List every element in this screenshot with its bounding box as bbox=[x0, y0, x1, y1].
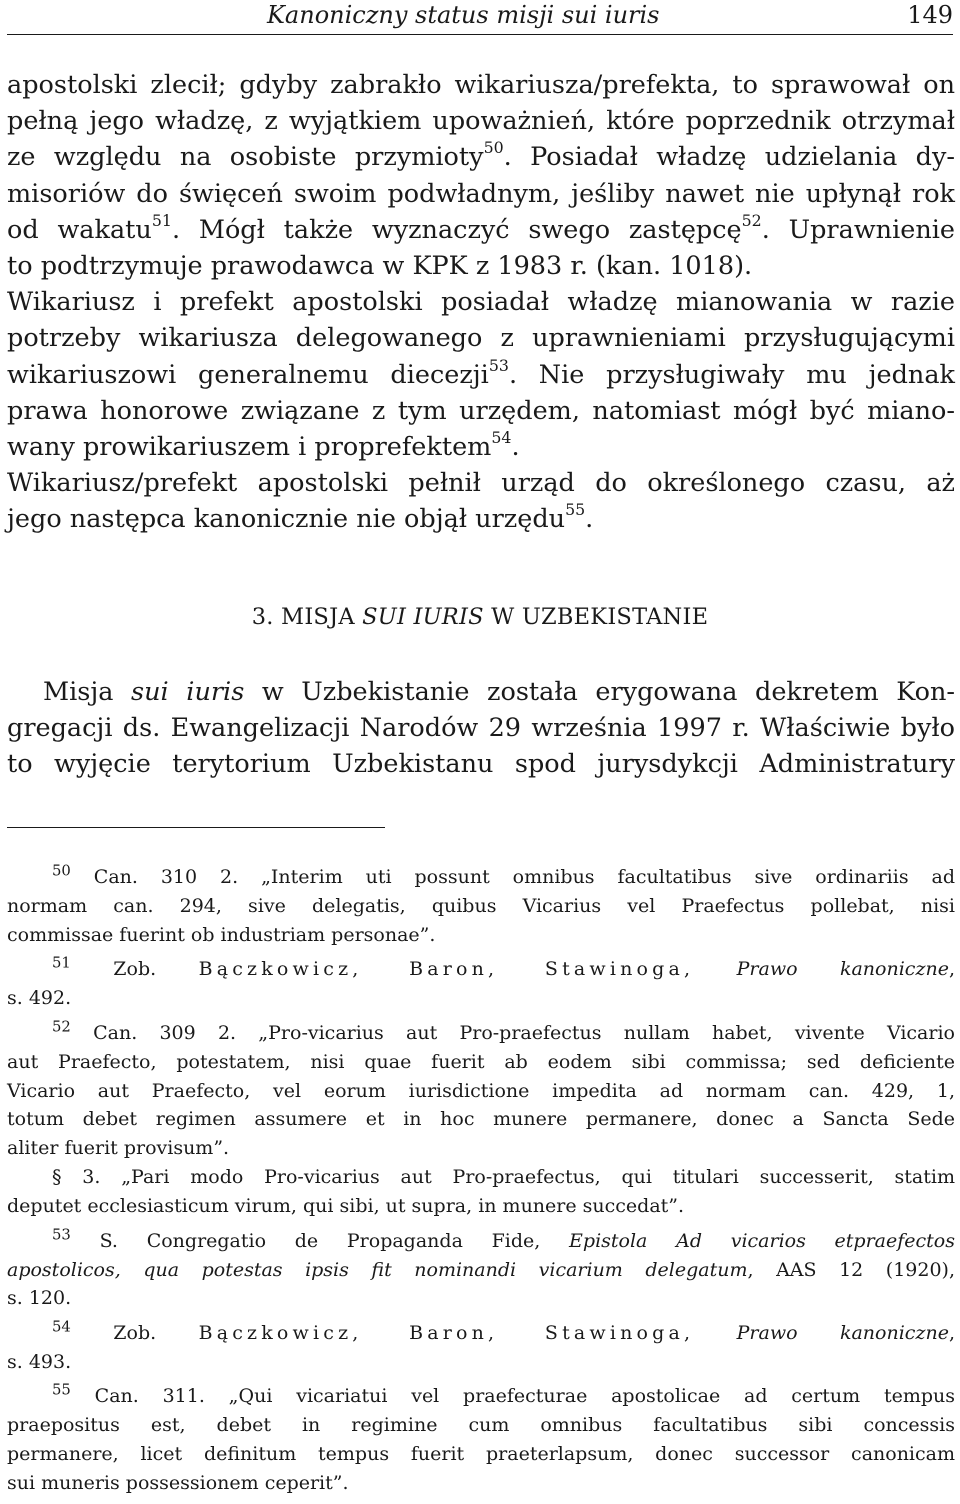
footnote-line: $^{54}$ Zob. Bączkowicz, Baron, Stawinoga, Prawo kanoniczne, bbox=[52, 1318, 955, 1344]
section-heading: 3. MISJA SUI IURIS W UZBEKISTANIE bbox=[251, 604, 709, 630]
footnote-51 bbox=[7, 955, 955, 1013]
body-line: pełną jego władzę, z wyjątkiem upoważnień, które poprzednik otrzymał bbox=[7, 106, 955, 137]
footnote-line: s. 493. bbox=[7, 1350, 72, 1373]
body-line: potrzeby wikariusza delegowanego z uprawnieniami przysługującymi bbox=[7, 323, 955, 354]
section-paragraph bbox=[7, 674, 955, 783]
footnote-line: sui muneris possessionem ceperit”. bbox=[7, 1472, 349, 1495]
footnote-line: s. 120. bbox=[7, 1287, 72, 1310]
footnote-line: § 3. „Pari modo Pro-vicarius aut Pro-praefectus, qui titulari successerit, statim bbox=[52, 1166, 955, 1189]
body-line: to podtrzymuje prawodawca w KPK z 1983 r. (kan. 1018). bbox=[7, 251, 753, 282]
body-line: apostolski zlecił; gdyby zabrakło wikariusza/prefekta, to sprawował on bbox=[7, 70, 955, 100]
footnote-line: apostolicos, qua potestas ipsis fit nominandi vicarium delegatum, AAS 12 (1920), bbox=[7, 1258, 956, 1281]
body-line: ze względu na osobiste przymioty$^{50}$. Posiadał władzę udzielania dy- bbox=[7, 138, 955, 173]
page-number: 149 bbox=[907, 1, 953, 29]
footnote-line: s. 492. bbox=[7, 987, 72, 1010]
footnote-line: $^{51}$ Zob. Bączkowicz, Baron, Stawinoga, Prawo kanoniczne, bbox=[52, 954, 955, 981]
body-line: to wyjęcie terytorium Uzbekistanu spod jurysdykcji Administratury bbox=[7, 749, 955, 780]
footnote-number: 50 bbox=[52, 862, 71, 880]
body-line: wany prowikariuszem i proprefektem$^{54}$. bbox=[7, 428, 520, 463]
footnote-number: 52 bbox=[52, 1018, 71, 1036]
footnote-52 bbox=[7, 1019, 955, 1221]
footnote-number: 53 bbox=[52, 1226, 71, 1244]
body-line: prawa honorowe związane z tym urzędem, natomiast mógł być miano- bbox=[7, 395, 955, 426]
footnote-separator bbox=[7, 827, 385, 828]
running-title: Kanoniczny status misji sui iuris bbox=[267, 1, 660, 29]
body-paragraphs bbox=[7, 67, 955, 538]
footnote-line: commissae fuerint ob industriam personae”. bbox=[7, 923, 436, 946]
footnote-line: $^{52}$ Can. 309 2. „Pro-vicarius aut Pro-praefectus nullam habet, vivente Vicario bbox=[52, 1018, 955, 1044]
footnote-50 bbox=[7, 863, 955, 950]
footnote-line: deputet ecclesiasticum virum, qui sibi, ut supra, in munere succedat”. bbox=[7, 1195, 685, 1218]
body-line: wikariuszowi generalnemu diecezji$^{53}$. Nie przysługiwały mu jednak bbox=[7, 355, 955, 390]
footnote-ref-54[interactable]: 54 bbox=[491, 428, 512, 448]
footnote-ref-50[interactable]: 50 bbox=[483, 138, 504, 158]
footnote-53 bbox=[7, 1227, 955, 1314]
footnote-54 bbox=[7, 1319, 955, 1377]
body-line: Misja sui iuris w Uzbekistanie została erygowana dekretem Kon- bbox=[43, 677, 955, 707]
page-header bbox=[7, 0, 953, 35]
footnote-line: permanere, licet definitum tempus fuerit praeterlapsum, donec successor canonicam bbox=[7, 1443, 955, 1466]
footnote-line: praepositus est, debet in regimine cum omnibus facultatibus sibi concessis bbox=[7, 1414, 955, 1437]
footnote-ref-55[interactable]: 55 bbox=[565, 500, 586, 520]
footnote-line: aliter fuerit provisum”. bbox=[7, 1137, 230, 1160]
footnote-line: aut Praefecto, potestatem, nisi quae fuerit ab eodem sibi commissa; sed deficiente bbox=[7, 1050, 955, 1073]
body-line: Wikariusz i prefekt apostolski posiadał władzę mianowania w razie bbox=[7, 287, 955, 318]
body-line: misoriów do święceń swoim podwładnym, jeśliby nawet nie upłynął rok bbox=[7, 178, 955, 209]
footnote-ref-52[interactable]: 52 bbox=[741, 210, 762, 230]
footnote-line: $^{53}$ S. Congregatio de Propaganda Fide, Epistola Ad vicarios etpraefectos bbox=[52, 1226, 955, 1252]
footnote-line: normam can. 294, sive delegatis, quibus Vicarius vel Praefectus pollebat, nisi bbox=[7, 894, 955, 917]
footnote-line: Vicario aut Praefecto, vel eorum iurisdictione impedita ad normam can. 429, 1, bbox=[7, 1079, 955, 1102]
footnote-line: totum debet regimen assumere et in hoc munere permanere, donec a Sancta Sede bbox=[7, 1108, 955, 1131]
footnote-ref-51[interactable]: 51 bbox=[151, 210, 172, 230]
body-line: jego następca kanonicznie nie objął urzędu$^{55}$. bbox=[7, 500, 594, 535]
footnote-55 bbox=[7, 1382, 955, 1498]
body-line: gregacji ds. Ewangelizacji Narodów 29 września 1997 r. Właściwie było bbox=[7, 713, 955, 744]
body-line: od wakatu$^{51}$. Mógł także wyznaczyć swego zastępcę$^{52}$. Uprawnienie bbox=[7, 210, 955, 245]
footnote-ref-53[interactable]: 53 bbox=[488, 355, 509, 375]
footnote-number: 51 bbox=[52, 954, 71, 972]
body-line: Wikariusz/prefekt apostolski pełnił urząd do określonego czasu, aż bbox=[7, 468, 955, 499]
footnote-number: 54 bbox=[52, 1318, 71, 1336]
footnote-number: 55 bbox=[52, 1381, 71, 1399]
footnote-line: $^{50}$ Can. 310 2. „Interim uti possunt omnibus facultatibus sive ordinariis ad bbox=[52, 862, 955, 888]
footnote-line: $^{55}$ Can. 311. „Qui vicariatui vel praefecturae apostolicae ad certum tempus bbox=[52, 1381, 955, 1408]
footnotes bbox=[7, 863, 955, 1504]
